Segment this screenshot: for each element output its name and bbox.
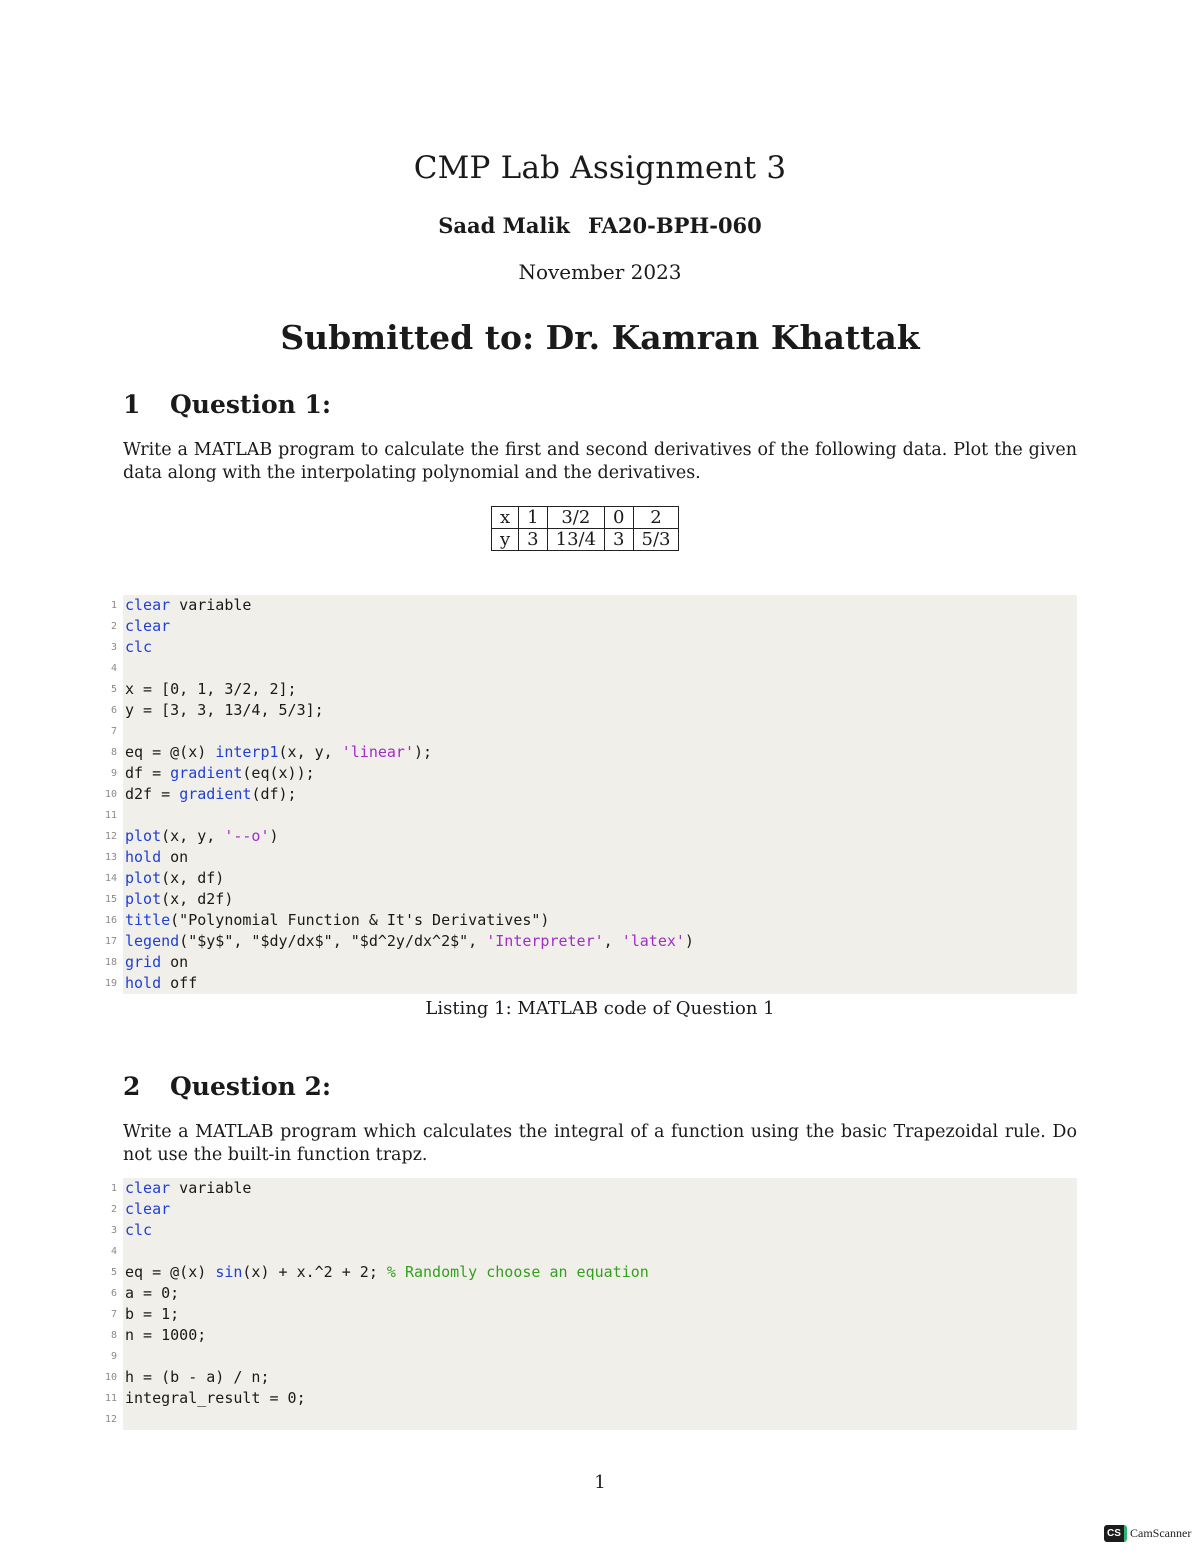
- page-number: 1: [594, 1472, 606, 1493]
- code-text: (df);: [251, 785, 297, 803]
- code-text: eq = @(x): [125, 743, 216, 761]
- line-number: 6: [110, 705, 117, 716]
- section-number: 1: [123, 390, 141, 419]
- code-keyword: legend: [125, 932, 180, 950]
- table-cell: 3: [519, 529, 547, 551]
- line-number: 17: [104, 936, 117, 947]
- line-number: 5: [110, 684, 117, 695]
- code-line: [110, 679, 1077, 700]
- section-title: Question 1:: [170, 390, 332, 419]
- table-cell: 13/4: [547, 529, 604, 551]
- line-number: 16: [104, 915, 117, 926]
- code-keyword: interp1: [215, 743, 279, 761]
- code-text: variable: [170, 596, 252, 614]
- code-text: ("$y$", "$dy/dx$", "$d^2y/dx^2$",: [179, 932, 487, 950]
- code-keyword: gradient: [170, 764, 243, 782]
- line-number: 2: [110, 1204, 117, 1215]
- line-number: 8: [110, 747, 117, 758]
- author-name: Saad Malik: [438, 213, 570, 238]
- code-line: [104, 784, 1077, 805]
- camscanner-logo-icon: CS: [1104, 1525, 1127, 1542]
- code-keyword: plot: [125, 890, 162, 908]
- table-cell: 3/2: [547, 507, 604, 529]
- code-line: [110, 637, 1077, 658]
- code-text: eq = @(x): [125, 1263, 216, 1281]
- q2-description: Write a MATLAB program which calculates the integral of a function using the basic Trapezoidal rule. Do not use the built-in function trapz.: [123, 1122, 1077, 1165]
- section-heading-q1: [123, 390, 331, 419]
- section-title: Question 2:: [170, 1072, 332, 1101]
- code-line: [104, 1409, 1077, 1430]
- code-string: 'Interpreter': [486, 932, 604, 950]
- code-text: ): [684, 932, 694, 950]
- code-line: [104, 847, 1077, 868]
- code-keyword: hold: [125, 974, 162, 992]
- code-text: ("Polynomial Function & It's Derivatives"): [170, 911, 550, 929]
- code-text: (x, d2f): [161, 890, 234, 908]
- line-number: 4: [110, 663, 117, 674]
- line-number: 15: [104, 894, 117, 905]
- code-keyword: title: [125, 911, 171, 929]
- code-text: x = [0, 1, 3/2, 2];: [125, 680, 297, 698]
- table-row: [492, 529, 679, 551]
- code-text: (x, y,: [278, 743, 342, 761]
- code-listing-q1: [104, 595, 1077, 994]
- table-cell: 2: [633, 507, 679, 529]
- code-keyword: gradient: [179, 785, 252, 803]
- line-number: 19: [104, 978, 117, 989]
- line-number: 11: [104, 1393, 117, 1404]
- code-line: [104, 910, 1077, 931]
- code-text: b = 1;: [125, 1305, 180, 1323]
- code-line: [104, 1388, 1077, 1409]
- code-line: [110, 742, 1077, 763]
- line-number: 11: [104, 810, 117, 821]
- code-line: [110, 721, 1077, 742]
- line-number: 7: [110, 1309, 117, 1320]
- table-row: [492, 507, 679, 529]
- code-text: on: [161, 848, 189, 866]
- code-line: [104, 1367, 1077, 1388]
- code-listing-q2: [104, 1178, 1077, 1430]
- code-line: [110, 1325, 1077, 1346]
- line-number: 2: [110, 621, 117, 632]
- line-number: 7: [110, 726, 117, 737]
- code-keyword: clear: [125, 1200, 171, 1218]
- code-string: 'latex': [621, 932, 685, 950]
- code-string: 'linear': [341, 743, 414, 761]
- line-number: 6: [110, 1288, 117, 1299]
- table-cell: 0: [605, 507, 633, 529]
- line-number: 10: [104, 789, 117, 800]
- code-text: );: [414, 743, 433, 761]
- code-string: '--o': [224, 827, 270, 845]
- data-table: [491, 506, 679, 551]
- code-line: [110, 1199, 1077, 1220]
- code-line: [104, 952, 1077, 973]
- code-keyword: hold: [125, 848, 162, 866]
- code-text: y = [3, 3, 13/4, 5/3];: [125, 701, 324, 719]
- section-number: 2: [123, 1072, 141, 1101]
- code-line: [110, 763, 1077, 784]
- document-date: November 2023: [518, 260, 682, 284]
- code-line: [104, 826, 1077, 847]
- line-number: 3: [110, 642, 117, 653]
- code-keyword: sin: [215, 1263, 243, 1281]
- code-line: [110, 595, 1077, 616]
- code-comment: % Randomly choose an equation: [386, 1263, 649, 1281]
- camscanner-watermark: [1104, 1525, 1191, 1542]
- code-line: [110, 700, 1077, 721]
- code-text: ,: [603, 932, 622, 950]
- line-number: 9: [110, 1351, 117, 1362]
- code-line: [110, 1178, 1077, 1199]
- code-text: (x, df): [161, 869, 225, 887]
- code-line: [104, 931, 1077, 952]
- line-number: 8: [110, 1330, 117, 1341]
- code-line: [104, 868, 1077, 889]
- author-id: FA20-BPH-060: [587, 213, 762, 238]
- line-number: 12: [104, 831, 117, 842]
- code-text: (eq(x));: [242, 764, 315, 782]
- code-keyword: clc: [125, 1221, 153, 1239]
- code-text: (x) + x.^2 + 2;: [242, 1263, 387, 1281]
- code-text: h = (b - a) / n;: [125, 1368, 270, 1386]
- q1-description: Write a MATLAB program to calculate the first and second derivatives of the following data. Plot the given data along with the interpolating polynomial and the derivatives.: [123, 440, 1077, 483]
- code-keyword: plot: [125, 827, 162, 845]
- table-header-cell: y: [492, 529, 519, 551]
- code-keyword: plot: [125, 869, 162, 887]
- code-line: [104, 889, 1077, 910]
- line-number: 1: [110, 600, 117, 611]
- table-cell: 1: [519, 507, 547, 529]
- document-title: CMP Lab Assignment 3: [413, 150, 787, 186]
- code-keyword: grid: [125, 953, 162, 971]
- section-heading-q2: [123, 1072, 331, 1101]
- line-number: 1: [110, 1183, 117, 1194]
- line-number: 9: [110, 768, 117, 779]
- code-keyword: clc: [125, 638, 153, 656]
- code-text: on: [161, 953, 189, 971]
- code-line: [110, 1262, 1077, 1283]
- code-text: d2f =: [125, 785, 180, 803]
- code-text: a = 0;: [125, 1284, 180, 1302]
- author-line: [0, 213, 1200, 238]
- code-line: [110, 616, 1077, 637]
- code-keyword: clear: [125, 617, 171, 635]
- line-number: 5: [110, 1267, 117, 1278]
- code-line: [104, 805, 1077, 826]
- code-text: ): [269, 827, 279, 845]
- code-line: [110, 658, 1077, 679]
- listing-caption: Listing 1: MATLAB code of Question 1: [425, 998, 775, 1019]
- code-line: [110, 1304, 1077, 1325]
- table-header-cell: x: [492, 507, 519, 529]
- submitted-to: Submitted to: Dr. Kamran Khattak: [280, 318, 920, 357]
- code-keyword: clear: [125, 596, 171, 614]
- table-cell: 5/3: [633, 529, 679, 551]
- code-line: [110, 1241, 1077, 1262]
- table-cell: 3: [605, 529, 633, 551]
- line-number: 3: [110, 1225, 117, 1236]
- line-number: 13: [104, 852, 117, 863]
- code-text: integral_result = 0;: [125, 1389, 306, 1407]
- code-line: [110, 1283, 1077, 1304]
- code-text: n = 1000;: [125, 1326, 207, 1344]
- line-number: 10: [104, 1372, 117, 1383]
- code-line: [110, 1346, 1077, 1367]
- line-number: 4: [110, 1246, 117, 1257]
- line-number: 12: [104, 1414, 117, 1425]
- code-text: variable: [170, 1179, 252, 1197]
- code-line: [110, 1220, 1077, 1241]
- camscanner-text: CamScanner: [1130, 1526, 1192, 1540]
- line-number: 18: [104, 957, 117, 968]
- code-text: (x, y,: [161, 827, 225, 845]
- code-text: off: [161, 974, 198, 992]
- code-keyword: clear: [125, 1179, 171, 1197]
- line-number: 14: [104, 873, 117, 884]
- code-line: [104, 973, 1077, 994]
- code-text: df =: [125, 764, 171, 782]
